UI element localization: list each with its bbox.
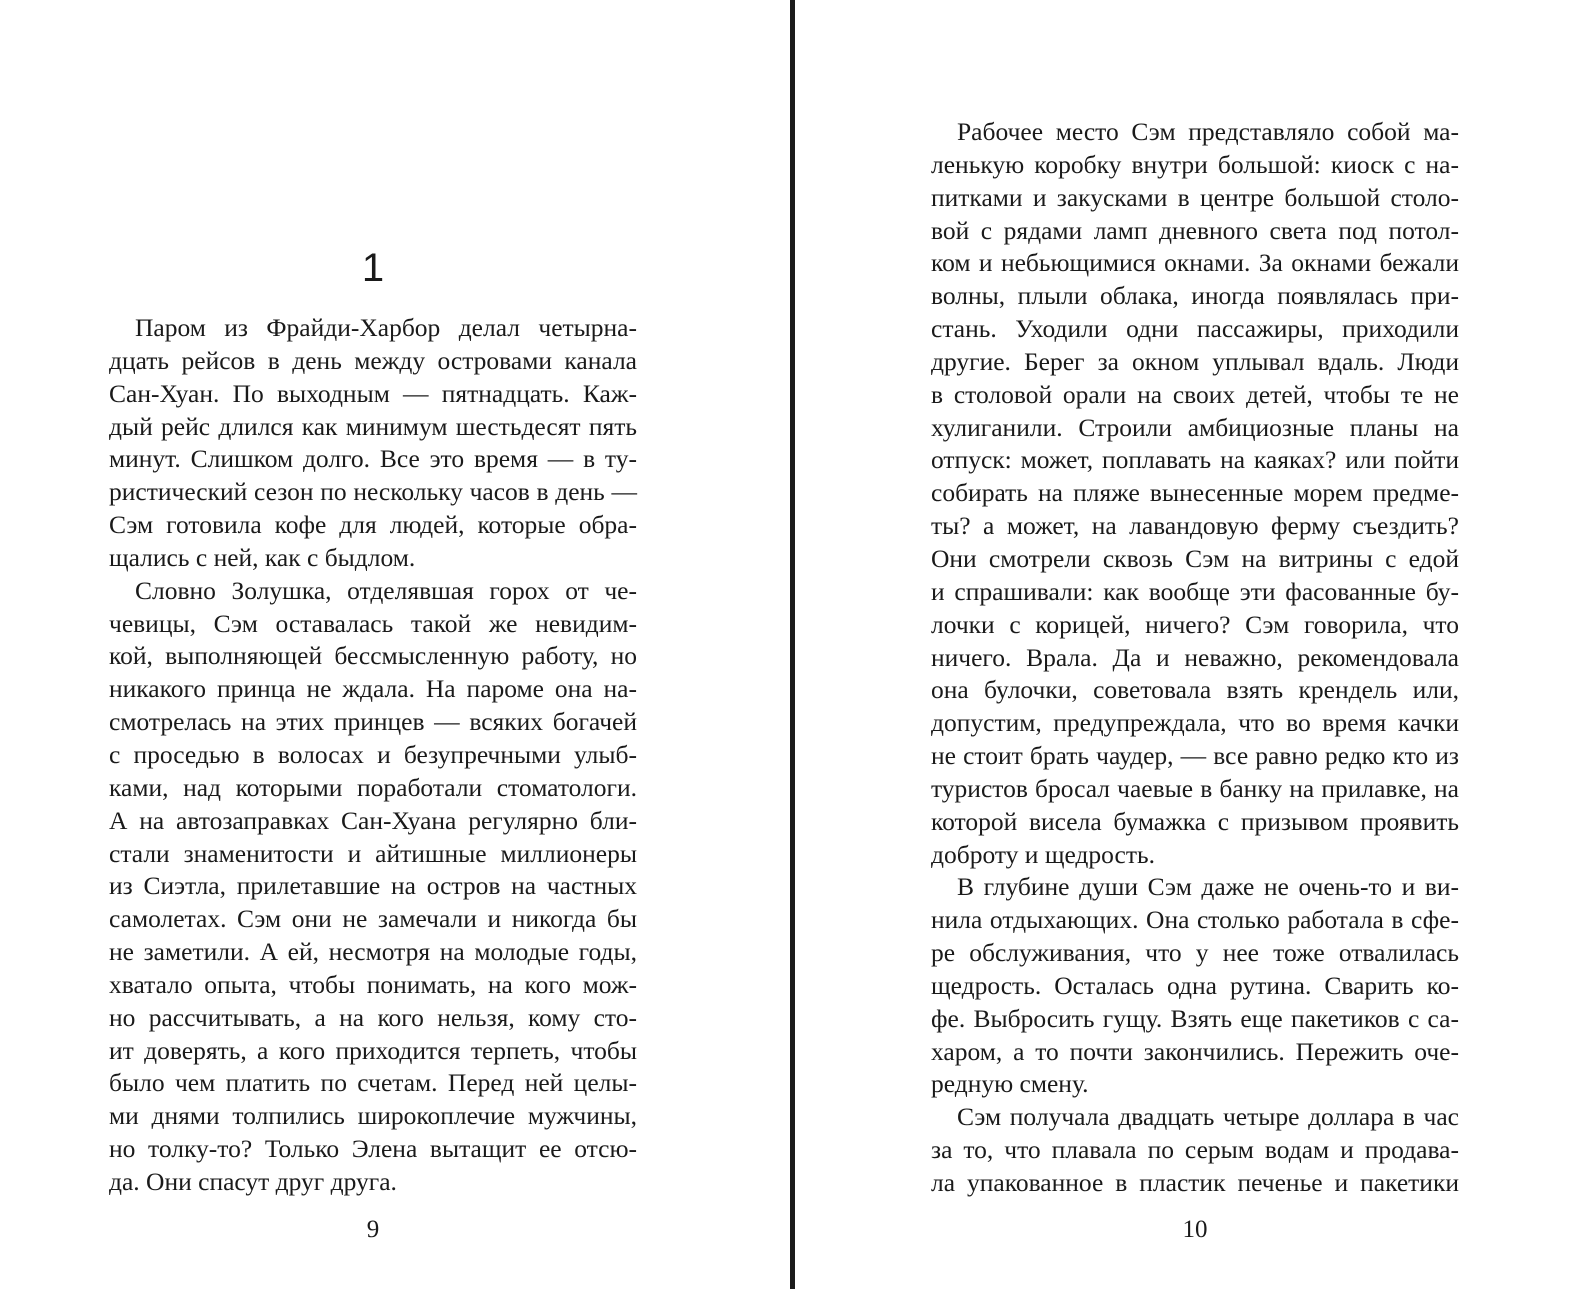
text-line: самолетах. Сэм они не замечали и никогда бы — [109, 904, 637, 934]
paragraph — [931, 116, 1459, 871]
text-line: А на автозаправках Сан-Хуана регулярно бли- — [109, 805, 637, 835]
right-page-body — [931, 116, 1459, 1200]
text-line: в столовой орали на своих детей, чтобы те не — [931, 379, 1459, 409]
text-line: другие. Берег за окном уплывал вдаль. Люди — [931, 346, 1459, 376]
text-line: доброту и щедрость. — [931, 839, 1156, 869]
text-line: с проседью в волосах и безупречными улыб- — [109, 739, 637, 769]
text-line: она булочки, советовала взять крендель или, — [931, 675, 1459, 705]
text-line: Сэм получала двадцать четыре доллара в час — [957, 1102, 1459, 1132]
text-line: ком и небьющимися окнами. За окнами бежали — [931, 248, 1459, 278]
text-line: стань. Уходили одни пассажиры, приходили — [931, 314, 1459, 344]
right-page — [797, 0, 1584, 1289]
gutter-divider — [790, 0, 795, 1289]
page-number-right: 10 — [1182, 1216, 1208, 1243]
text-line: никакого принца не ждала. На пароме она на- — [109, 674, 637, 704]
text-line: ты? а может, на лавандовую ферму съездить? — [931, 511, 1459, 541]
text-line: минут. Слишком долго. Все это время — в ту- — [109, 444, 637, 474]
text-line: фе. Выбросить гущу. Взять еще пакетиков с са- — [931, 1003, 1459, 1033]
text-line: щедрость. Осталась одна рутина. Сварить ко- — [931, 970, 1459, 1000]
text-line: и спрашивали: как вообще эти фасованные бу- — [931, 576, 1459, 606]
text-line: стали знаменитости и айтишные миллионеры — [109, 838, 637, 868]
text-line: щались с ней, как с быдлом. — [109, 542, 416, 572]
paragraph — [109, 312, 637, 575]
paragraph — [109, 575, 637, 1199]
text-line: дцать рейсов в день между островами канала — [109, 345, 637, 375]
text-line: питками и закусками в центре большой столо- — [931, 182, 1459, 212]
text-line: было чем платить по счетам. Перед ней целы- — [109, 1068, 637, 1098]
text-line: туристов бросал чаевые в банку на прилавке, на — [931, 773, 1459, 803]
text-line: не стоит брать чаудер, — все равно редко кто из — [931, 741, 1459, 771]
text-line: хватало опыта, чтобы понимать, на кого мож- — [109, 969, 637, 999]
text-line: ит доверять, а кого приходится терпеть, чтобы — [109, 1035, 637, 1065]
text-line: ми днями толпились широкоплечие мужчины, — [109, 1101, 637, 1131]
text-line: редную смену. — [931, 1069, 1089, 1099]
text-line: Сэм готовила кофе для людей, которые обра- — [109, 510, 637, 540]
text-line: кой, выполняющей бессмысленную работу, но — [109, 641, 637, 671]
text-line: которой висела бумажка с призывом проявить — [931, 806, 1459, 836]
text-line: да. Они спасут друг друга. — [109, 1166, 397, 1196]
text-line: Паром из Фрайди-Харбор делал четырна- — [135, 313, 637, 342]
text-line: отпуск: может, поплавать на каяках? или пойти — [931, 445, 1459, 475]
text-line: лочки с корицей, ничего? Сэм говорила, что — [931, 609, 1459, 639]
text-line: собирать на пляже вынесенные морем предме- — [931, 478, 1459, 508]
text-line: дый рейс длился как минимум шестьдесят пять — [109, 411, 637, 441]
text-line: за то, что плавала по серым водам и продава- — [931, 1135, 1459, 1165]
text-line: смотрелась на этих принцев — всяких богачей — [109, 707, 637, 737]
text-line: но рассчитывать, а на кого нельзя, кому сто- — [109, 1002, 637, 1032]
text-line: ленькую коробку внутри большой: киоск с на- — [931, 149, 1459, 179]
paragraph — [931, 871, 1459, 1101]
text-line: допустим, предупреждала, что во время качки — [931, 708, 1459, 738]
text-line: нила отдыхающих. Она столько работала в сфе- — [931, 905, 1459, 935]
chapter-number: 1 — [361, 246, 385, 290]
text-line: ничего. Врала. Да и неважно, рекомендовала — [931, 642, 1459, 672]
text-line: ре обслуживания, что у нее тоже отвалилась — [931, 938, 1459, 968]
text-line: не заметили. А ей, несмотря на молодые годы, — [109, 937, 637, 967]
text-line: хулиганили. Строили амбициозные планы на — [931, 412, 1459, 442]
text-line: Рабочее место Сэм представляло собой ма- — [957, 117, 1459, 146]
text-line: В глубине души Сэм даже не очень-то и ви- — [957, 872, 1459, 902]
text-line: из Сиэтла, прилетавшие на остров на частных — [109, 871, 637, 901]
paragraph — [931, 1101, 1459, 1200]
text-line: ками, над которыми поработали стоматологи. — [109, 772, 637, 802]
text-line: ристический сезон по нескольку часов в день — — [109, 477, 637, 507]
text-line: Словно Золушка, отделявшая горох от че- — [135, 575, 637, 605]
text-line: Они смотрели сквозь Сэм на витрины с едой — [931, 543, 1459, 573]
text-line: волны, плыли облака, иногда появлялась при- — [931, 281, 1459, 311]
page-number-left: 9 — [366, 1216, 380, 1243]
text-line: чевицы, Сэм оставалась такой же невидим- — [109, 608, 637, 638]
text-line: вой с рядами ламп дневного света под потол- — [931, 215, 1459, 245]
text-line: харом, а то почти закончились. Пережить оче- — [931, 1036, 1459, 1066]
text-line: Сан-Хуан. По выходным — пятнадцать. Каж- — [109, 378, 637, 408]
left-page-body — [109, 312, 637, 1199]
text-line: ла упакованное в пластик печенье и пакетики — [931, 1168, 1459, 1197]
left-page — [0, 0, 790, 1289]
text-line: но толку-то? Только Элена вытащит ее отсю- — [109, 1134, 637, 1164]
